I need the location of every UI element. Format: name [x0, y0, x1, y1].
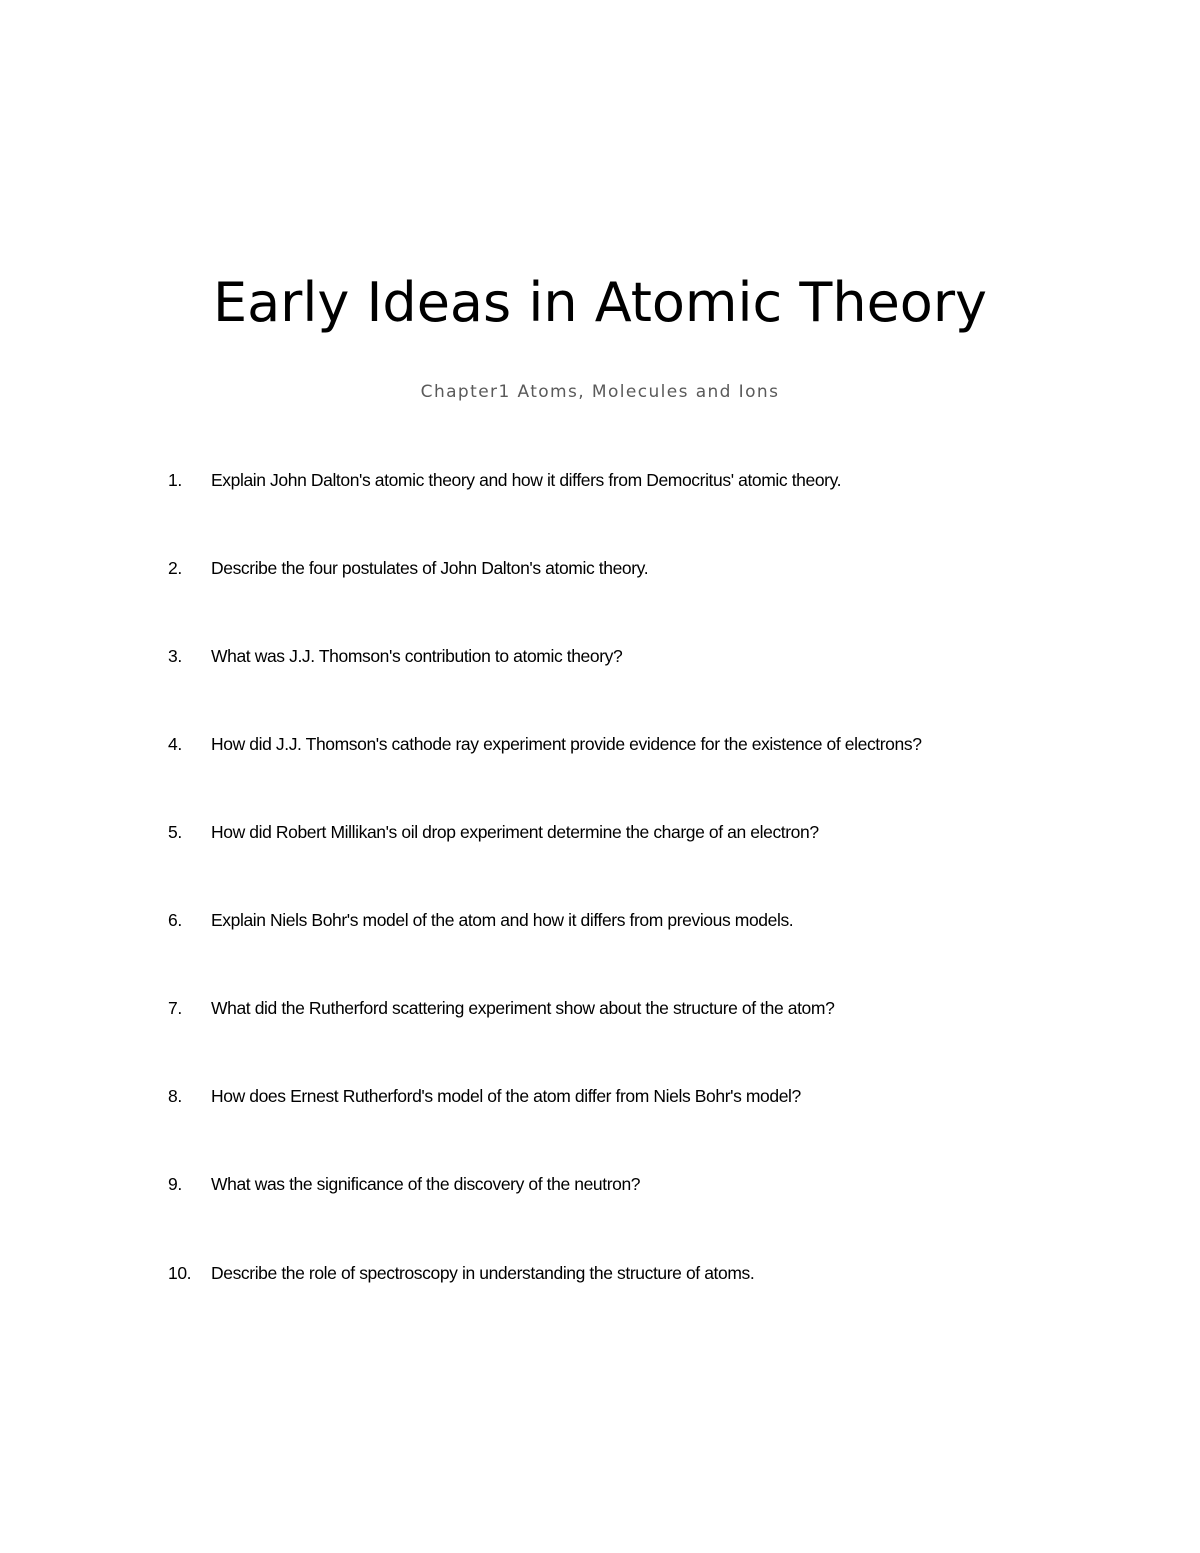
question-number: 2. [168, 558, 182, 578]
question-number: 9. [168, 1174, 182, 1194]
question-number: 4. [168, 734, 182, 754]
question-item [168, 1261, 1108, 1285]
document-subtitle: Chapter1 Atoms, Molecules and Ions [420, 382, 780, 402]
question-number: 3. [168, 646, 182, 666]
question-item [168, 644, 1108, 668]
document-title: Early Ideas in Atomic Theory [212, 271, 988, 334]
question-item [168, 468, 1108, 492]
question-text: What was the significance of the discovery of the neutron? [211, 1174, 641, 1194]
question-text: Describe the four postulates of John Dalton's atomic theory. [211, 558, 649, 578]
question-item [168, 732, 1108, 756]
question-number: 7. [168, 998, 182, 1018]
question-text: Explain John Dalton's atomic theory and how it differs from Democritus' atomic theory. [211, 470, 842, 490]
question-item [168, 1172, 1108, 1196]
question-item [168, 556, 1108, 580]
question-text: How does Ernest Rutherford's model of the atom differ from Niels Bohr's model? [211, 1086, 801, 1106]
question-number: 10. [168, 1263, 192, 1283]
question-text: Describe the role of spectroscopy in understanding the structure of atoms. [211, 1263, 755, 1283]
question-item [168, 820, 1108, 844]
question-text: How did J.J. Thomson's cathode ray experiment provide evidence for the existence of electrons? [211, 734, 922, 754]
question-number: 5. [168, 822, 182, 842]
question-text: What was J.J. Thomson's contribution to atomic theory? [211, 646, 623, 666]
question-text: What did the Rutherford scattering experiment show about the structure of the atom? [211, 998, 835, 1018]
question-number: 8. [168, 1086, 182, 1106]
question-number: 1. [168, 470, 182, 490]
question-text: How did Robert Millikan's oil drop experiment determine the charge of an electron? [211, 822, 819, 842]
question-item [168, 996, 1108, 1020]
question-text: Explain Niels Bohr's model of the atom and how it differs from previous models. [211, 910, 794, 930]
question-item [168, 1084, 1108, 1108]
question-item [168, 908, 1108, 932]
question-number: 6. [168, 910, 182, 930]
